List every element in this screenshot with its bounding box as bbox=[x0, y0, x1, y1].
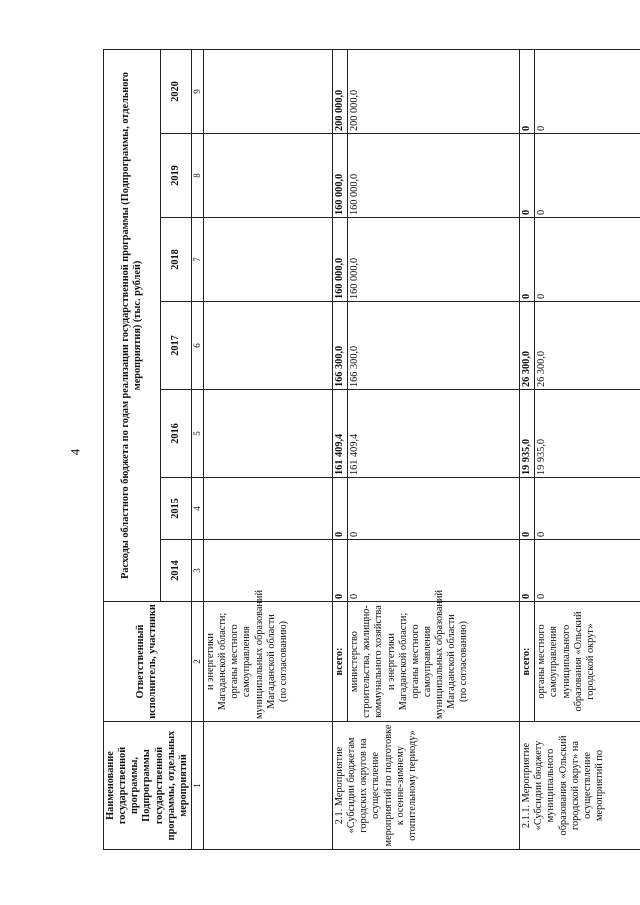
executor-line: образования «Ольский bbox=[572, 611, 584, 712]
value-cell: 161 409,4 bbox=[348, 390, 520, 478]
header-year: 2017 bbox=[160, 302, 191, 390]
table-row-2-1-total bbox=[332, 49, 347, 849]
table-row-2-1-1-total bbox=[520, 49, 535, 849]
executor-line: и энергетики bbox=[385, 633, 397, 690]
total-label: всего: bbox=[520, 602, 535, 722]
value-cell: 0 bbox=[535, 540, 640, 602]
total-value: 200 000,0 bbox=[332, 49, 347, 133]
executor-line: коммунального хозяйства bbox=[373, 605, 385, 718]
page-number: 4 bbox=[67, 448, 83, 456]
budget-table bbox=[103, 49, 640, 850]
column-number: 5 bbox=[191, 390, 203, 478]
measure-name-2-1-1: 2.1.1. Мероприятие «Субсидии бюджету муниципального образования «Ольский городской округ» на осуществление мероприятий по bbox=[520, 722, 640, 850]
executor-line: муниципального bbox=[560, 624, 572, 699]
value-cell: 19 935,0 bbox=[535, 390, 640, 478]
executor-cell bbox=[203, 590, 332, 722]
executor-line: Магаданской области; bbox=[397, 612, 409, 711]
executor-cell bbox=[348, 590, 520, 722]
total-value: 0 bbox=[332, 478, 347, 540]
value-cell: 0 bbox=[535, 49, 640, 133]
value-cell: 26 300,0 bbox=[535, 302, 640, 390]
executor-line: министерство bbox=[349, 631, 361, 692]
total-value: 160 000,0 bbox=[332, 218, 347, 302]
rotated-sheet bbox=[103, 50, 603, 850]
total-label: всего: bbox=[332, 602, 347, 722]
executor-line: самоуправления bbox=[548, 625, 560, 698]
executor-line: муниципальных образований bbox=[253, 590, 265, 719]
header-year: 2018 bbox=[160, 218, 191, 302]
total-value: 0 bbox=[520, 218, 535, 302]
total-value: 160 000,0 bbox=[332, 134, 347, 218]
value-cell: 200 000,0 bbox=[348, 49, 520, 133]
executor-line: Магаданской области bbox=[446, 614, 458, 709]
value-cell: 0 bbox=[348, 540, 520, 602]
value-cell: 0 bbox=[535, 134, 640, 218]
total-value: 26 300,0 bbox=[520, 302, 535, 390]
column-number: 3 bbox=[191, 540, 203, 602]
total-value: 0 bbox=[520, 478, 535, 540]
total-value: 19 935,0 bbox=[520, 390, 535, 478]
header-name-column: Наименование государственной программы, Подпрограммы государственной программы, отдельных мероприятий bbox=[104, 722, 192, 850]
empty-cell bbox=[203, 390, 332, 478]
total-value: 0 bbox=[332, 540, 347, 602]
empty-cell bbox=[203, 540, 332, 602]
table-row-continuation bbox=[203, 49, 332, 849]
executor-line: органы местного bbox=[409, 624, 421, 699]
empty-cell bbox=[203, 478, 332, 540]
empty-cell bbox=[203, 134, 332, 218]
executor-line: муниципальных образований bbox=[434, 590, 446, 719]
empty-cell bbox=[203, 218, 332, 302]
executor-line: строительства, жилищно- bbox=[361, 605, 373, 718]
value-cell: 0 bbox=[348, 478, 520, 540]
column-number: 4 bbox=[191, 478, 203, 540]
value-cell: 160 000,0 bbox=[348, 134, 520, 218]
column-number-row bbox=[191, 49, 203, 849]
executor-line: органы местного bbox=[536, 624, 548, 699]
header-row bbox=[104, 49, 161, 849]
value-cell: 166 300,0 bbox=[348, 302, 520, 390]
total-value: 0 bbox=[520, 49, 535, 133]
value-cell: 0 bbox=[535, 478, 640, 540]
total-value: 161 409,4 bbox=[332, 390, 347, 478]
header-year: 2019 bbox=[160, 134, 191, 218]
executor-line: (по согласованию) bbox=[277, 621, 289, 702]
column-number: 7 bbox=[191, 218, 203, 302]
executor-line: органы местного bbox=[229, 624, 241, 699]
name-cell-empty bbox=[203, 722, 332, 850]
value-cell: 160 000,0 bbox=[348, 218, 520, 302]
column-number: 6 bbox=[191, 302, 203, 390]
executor-line: Магаданской области bbox=[265, 614, 277, 709]
total-value: 0 bbox=[520, 134, 535, 218]
header-executor-column: Ответственный исполнитель, участники bbox=[104, 602, 192, 722]
empty-cell bbox=[203, 49, 332, 133]
executor-line: и энергетики bbox=[204, 633, 216, 690]
header-expenses: Расходы областного бюджета по годам реализации государственной программы (Подпрограммы, отдельного мероприятия) (тыс. рублей) bbox=[104, 49, 161, 601]
header-year: 2016 bbox=[160, 390, 191, 478]
column-number: 2 bbox=[191, 602, 203, 722]
column-number: 1 bbox=[191, 722, 203, 850]
executor-line: самоуправления bbox=[241, 625, 253, 698]
total-value: 166 300,0 bbox=[332, 302, 347, 390]
executor-cell bbox=[535, 602, 640, 722]
value-cell: 0 bbox=[535, 218, 640, 302]
executor-line: самоуправления bbox=[421, 625, 433, 698]
measure-name-2-1: 2.1. Мероприятие «Субсидии бюджетам городских округов на осуществление мероприятий по подготовке к осенне-зимнему отопительному периоду» bbox=[332, 722, 519, 850]
executor-line: городской округ» bbox=[584, 623, 596, 700]
header-year: 2020 bbox=[160, 49, 191, 133]
total-value: 0 bbox=[520, 540, 535, 602]
column-number: 8 bbox=[191, 134, 203, 218]
executor-line: Магаданской области; bbox=[217, 612, 229, 711]
empty-cell bbox=[203, 302, 332, 390]
header-year: 2015 bbox=[160, 478, 191, 540]
column-number: 9 bbox=[191, 49, 203, 133]
executor-line: (по согласованию) bbox=[458, 621, 470, 702]
header-year: 2014 bbox=[160, 540, 191, 602]
